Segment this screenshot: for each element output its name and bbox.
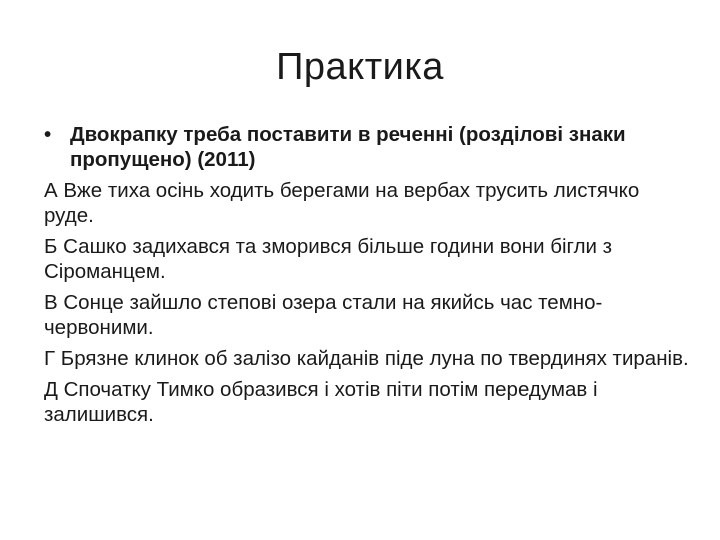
option-d: Г Брязне клинок об залізо кайданів піде луна по твердинях тиранів. bbox=[44, 347, 689, 370]
question-text: Двокрапку треба поставити в реченні (розділові знаки пропущено) (2011) bbox=[70, 123, 626, 171]
bullet-icon: • bbox=[44, 123, 52, 146]
question-bullet bbox=[44, 122, 694, 172]
option-a: А Вже тиха осінь ходить берегами на вербах трусить листячко руде. bbox=[44, 179, 640, 227]
slide-title: Практика bbox=[276, 46, 444, 88]
option-e: Д Спочатку Тимко образився і хотів піти потім передумав і залишився. bbox=[44, 378, 598, 426]
slide-content bbox=[44, 122, 694, 427]
option-b: Б Сашко задихався та зморився більше години вони бігли з Сіроманцем. bbox=[44, 235, 613, 283]
option-c: В Сонце зайшло степові озера стали на якийсь час темно-червоними. bbox=[44, 291, 603, 339]
